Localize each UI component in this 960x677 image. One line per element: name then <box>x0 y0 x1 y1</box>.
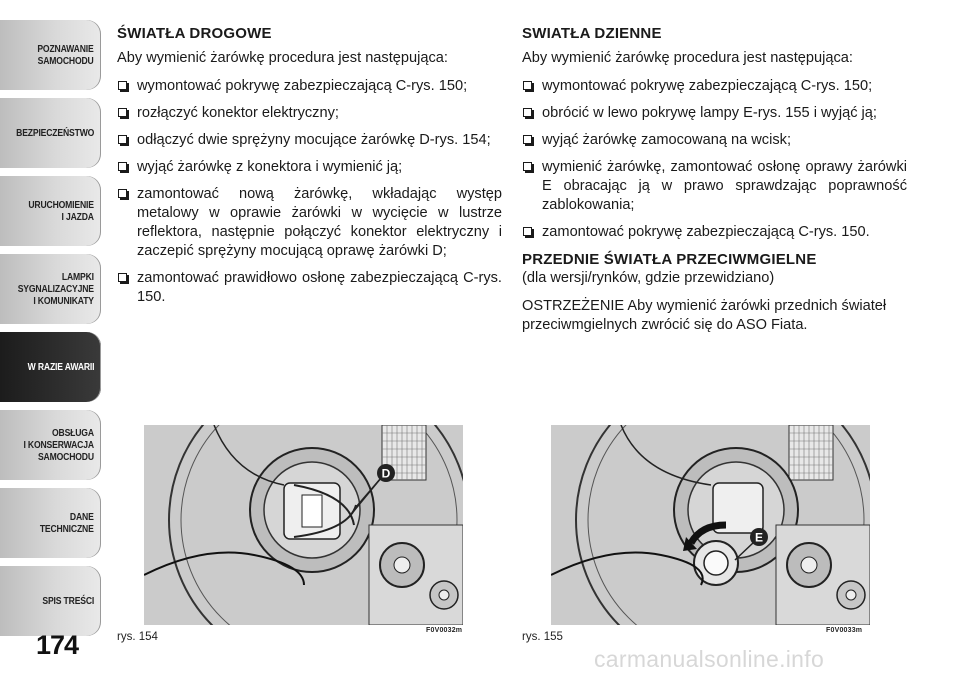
tab-label: DANE TECHNICZNE <box>40 511 94 535</box>
tab-obsluga-i-konserwacja[interactable] <box>0 410 101 480</box>
step-text: zamontować nową żarówkę, wkładając występ metalowy w oprawie żarówki w wycięcie w lustrze reflektora, następnie połączyć konektor elektryczny i zaczepić sprężyny mocującą oprawę żarówki D; <box>137 186 502 259</box>
tab-poznawanie-samochodu[interactable] <box>0 20 101 90</box>
step-text: wyjąć żarówkę zamocowaną na wcisk; <box>542 132 791 148</box>
watermark-text: carmanualsonline.info <box>594 646 825 672</box>
step-text: wymontować pokrywę zabezpieczającą C-rys. 150; <box>542 78 873 94</box>
fog-lights-title: PRZEDNIE ŚWIATŁA PRZECIWMGIELNE <box>522 251 817 268</box>
checkbox-bullet-icon <box>118 135 127 144</box>
tab-label: SPIS TREŚCI <box>42 595 94 607</box>
checkbox-bullet-icon <box>118 189 127 198</box>
tab-w-razie-awarii[interactable] <box>0 332 101 402</box>
section-title: ŚWIATŁA DROGOWE <box>117 25 272 42</box>
step-list <box>117 77 502 307</box>
list-item <box>117 185 502 261</box>
step-text: zamontować prawidłowo osłonę zabezpieczającą C-rys. 150. <box>137 270 502 305</box>
section-title: SWIATŁA DZIENNE <box>522 25 662 42</box>
checkbox-bullet-icon <box>523 135 532 144</box>
list-item <box>522 223 907 242</box>
list-item <box>522 104 907 123</box>
tab-bezpieczenstwo[interactable] <box>0 98 101 168</box>
step-text: obrócić w lewo pokrywę lampy E-rys. 155 i wyjąć ją; <box>542 105 877 121</box>
tab-label: BEZPIECZEŃSTWO <box>15 127 94 139</box>
marker-d-label: D <box>381 466 391 481</box>
fog-lights-subtitle: (dla wersji/rynków, gdzie przewidziano) <box>522 270 775 286</box>
section-intro: Aby wymienić żarówkę procedura jest następująca: <box>522 50 853 66</box>
list-item <box>117 104 502 123</box>
figure-rys-155 <box>551 425 870 625</box>
list-item <box>117 158 502 177</box>
section-swiatla-dzienne <box>522 24 907 344</box>
checkbox-bullet-icon <box>118 162 127 171</box>
list-item <box>117 269 502 307</box>
tab-label: URUCHOMIENIE I JAZDA <box>28 199 94 223</box>
list-item <box>117 77 502 96</box>
list-item <box>117 131 502 150</box>
step-text: rozłączyć konektor elektryczny; <box>137 105 339 121</box>
step-list <box>522 77 907 242</box>
tab-spis-tresci[interactable] <box>0 566 101 636</box>
checkbox-bullet-icon <box>118 81 127 90</box>
step-text: wymontować pokrywę zabezpieczającą C-rys. 150; <box>137 78 468 94</box>
step-text: zamontować pokrywę zabezpieczającą C-rys. 150. <box>542 224 870 240</box>
figure-code: F0V0033m <box>826 627 863 634</box>
list-item <box>522 77 907 96</box>
checkbox-bullet-icon <box>118 273 127 282</box>
daytime-light-bulb-illustration <box>551 425 870 625</box>
checkbox-bullet-icon <box>523 162 532 171</box>
checkbox-bullet-icon <box>118 108 127 117</box>
figure-caption: rys. 155 <box>522 631 563 643</box>
step-text: wymienić żarówkę, zamontować osłonę oprawy żarówki E obracając ją w prawo sprawdzając poprawność zablokowania; <box>542 159 907 213</box>
figure-rys-154 <box>144 425 463 625</box>
checkbox-bullet-icon <box>523 81 532 90</box>
tab-lampki-sygnalizacyjne[interactable] <box>0 254 101 324</box>
checkbox-bullet-icon <box>523 227 532 236</box>
tab-dane-techniczne[interactable] <box>0 488 101 558</box>
tab-uruchomienie-i-jazda[interactable] <box>0 176 101 246</box>
section-swiatla-drogowe <box>117 24 502 315</box>
warning-text: OSTRZEŻENIE Aby wymienić żarówki przednich świateł przeciwmgielnych zwrócić się do ASO Fiata. <box>522 298 887 333</box>
figure-caption: rys. 154 <box>117 631 158 643</box>
step-text: odłączyć dwie sprężyny mocujące żarówkę D-rys. 154; <box>137 132 491 148</box>
figure-code: F0V0032m <box>426 627 463 634</box>
section-intro: Aby wymienić żarówkę procedura jest następująca: <box>117 50 448 66</box>
page-number: 174 <box>36 630 79 660</box>
checkbox-bullet-icon <box>523 108 532 117</box>
tab-label: LAMPKI SYGNALIZACYJNE I KOMUNIKATY <box>17 271 94 307</box>
tab-label: POZNAWANIE SAMOCHODU <box>37 43 94 67</box>
list-item <box>522 158 907 215</box>
list-item <box>522 131 907 150</box>
tab-label: W RAZIE AWARII <box>27 361 94 373</box>
headlight-bulb-illustration <box>144 425 463 625</box>
marker-e-label: E <box>754 530 764 545</box>
tab-label: OBSŁUGA I KONSERWACJA SAMOCHODU <box>23 427 94 463</box>
step-text: wyjąć żarówkę z konektora i wymienić ją; <box>137 159 403 175</box>
